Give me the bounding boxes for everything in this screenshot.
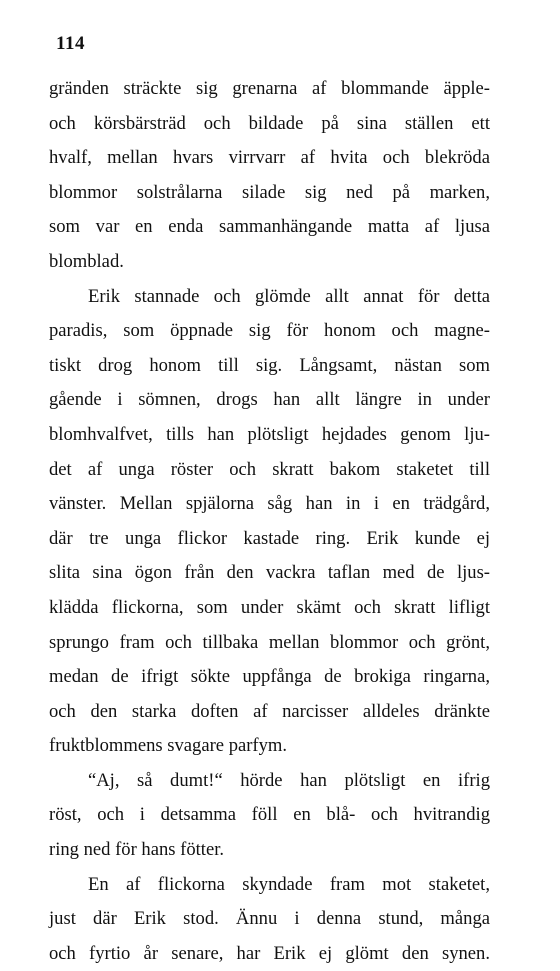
text-line: blomblad. (49, 250, 124, 272)
text-line: som var en enda sammanhängande matta af ljusa (49, 216, 490, 238)
text-line: Erik stannade och glömde allt annat för detta (88, 285, 490, 307)
text-line: blomhvalfvet, tills han plötsligt hejdades genom lju- (49, 423, 490, 445)
text-line: och körsbärsträd och bildade på sina ställen ett (49, 112, 490, 134)
text-line: gående i sömnen, drogs han allt längre in under (49, 389, 490, 411)
text-line: blommor solstrålarna silade sig ned på marken, (49, 181, 490, 203)
text-line: tiskt drog honom till sig. Långsamt, nästan som (49, 354, 490, 376)
text-line: där tre unga flickor kastade ring. Erik kunde ej (49, 527, 490, 549)
text-line: gränden sträckte sig grenarna af blommande äpple- (49, 78, 490, 99)
body-text (49, 72, 490, 971)
text-line: ring ned för hans fötter. (49, 839, 225, 861)
text-line: paradis, som öppnade sig för honom och magne- (49, 320, 490, 342)
page-number: 114 (56, 33, 85, 54)
text-line: medan de ifrigt sökte uppfånga de brokiga ringarna, (49, 666, 490, 688)
text-line: “Aj, så dumt!“ hörde han plötsligt en ifrig (88, 769, 490, 791)
text-line: och fyrtio år senare, har Erik ej glömt den synen. (49, 942, 490, 964)
text-line: vänster. Mellan spjälorna såg han in i en trädgård, (49, 493, 490, 515)
text-line: det af unga röster och skratt bakom staketet till (49, 458, 490, 480)
text-line: hvalf, mellan hvars virrvarr af hvita och blekröda (49, 147, 490, 169)
text-line: röst, och i detsamma föll en blå- och hvitrandig (49, 804, 490, 826)
text-line: och den starka doften af narcisser alldeles dränkte (49, 700, 490, 722)
text-line: just där Erik stod. Ännu i denna stund, många (49, 908, 490, 930)
text-line: sprungo fram och tillbaka mellan blommor och grönt, (49, 631, 490, 653)
text-line: klädda flickorna, som under skämt och skratt lifligt (49, 596, 490, 618)
text-line: slita sina ögon från den vackra taflan med de ljus- (49, 562, 490, 584)
text-line: fruktblommens svagare parfym. (49, 735, 288, 757)
text-line: En af flickorna skyndade fram mot staketet, (88, 873, 490, 895)
